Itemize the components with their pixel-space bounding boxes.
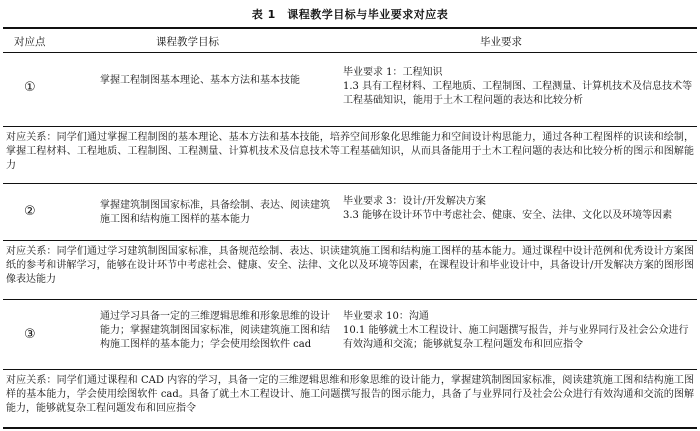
row-3-relation: 对应关系：同学们通过课程和 CAD 内容的学习，具备一定的三维逻辑思维和形象思维的设计能力，掌握建筑制图国家标准，阅读建筑施工图和结构施工图样的基本能力，学会使用绘图软件 cad。具备了就土木工程设计、施工问题撰写报告的图示能力，具备了与业界同行及社会公众进行有效沟通和交流的图解能力，能够就复杂工程问题发布和回应指令 — [6, 375, 694, 414]
row-2-point: ② — [24, 204, 36, 219]
header-rule — [3, 52, 697, 53]
row-3-req-detail: 10.1 能够就土木工程设计、施工问题撰写报告，并与业界同行及社会公众进行有效沟通和交流；能够就复杂工程问题发布和回应指令 — [343, 325, 689, 350]
row-2-req-detail: 3.3 能够在设计环节中考虑社会、健康、安全、法律、文化以及环境等因素 — [343, 210, 673, 221]
row-2-requirement — [343, 195, 693, 223]
header-point: 对应点 — [14, 36, 46, 48]
row-1-point: ① — [24, 80, 36, 95]
row-3-rule — [3, 369, 697, 370]
top-rule — [3, 27, 697, 29]
row-2-goal: 掌握建筑制图国家标准，具备绘制、表达、阅读建筑施工图和结构施工图样的基本能力 — [100, 200, 330, 225]
row-1-req-detail: 1.3 具有工程材料、工程地质、工程制图、工程测量、计算机技术及信息技术等工程基础知识，能用于土木工程问题的表达和比较分析 — [343, 81, 693, 106]
row-2-end-rule — [3, 299, 697, 300]
bottom-rule — [3, 427, 697, 429]
row-1-rule — [3, 126, 697, 127]
row-1-requirement — [343, 66, 693, 108]
table-caption: 表 1 课程教学目标与毕业要求对应表 — [251, 8, 449, 21]
header-goal: 课程教学目标 — [156, 36, 219, 48]
row-1-goal: 掌握工程制图基本理论、基本方法和基本技能 — [100, 75, 300, 86]
row-3-goal: 通过学习具备一定的三维逻辑思维和形象思维的设计能力；掌握建筑制图国家标准，阅读建筑施工图和结构施工图样的基本能力；学会使用绘图软件 cad — [100, 311, 330, 350]
row-3-requirement — [343, 310, 693, 352]
row-1-end-rule — [3, 183, 697, 184]
row-2-rule — [3, 240, 697, 241]
row-2-req-title: 毕业要求 3：设计/开发解决方案 — [343, 196, 486, 207]
row-3-req-title: 毕业要求 10：沟通 — [343, 311, 429, 322]
header-requirement: 毕业要求 — [480, 36, 522, 48]
row-1-relation: 对应关系：同学们通过掌握工程制图的基本理论、基本方法和基本技能，培养空间形象化思维能力和空间设计构思能力，通过各种工程图样的识读和绘制，掌握工程材料、工程地质、工程制图、工程测量、计算机技术及信息技术等工程基础知识，从而具备能用于土木工程问题的表达和比较分析的图示和图解能力 — [6, 132, 694, 171]
row-2-relation: 对应关系：同学们通过学习建筑制图国家标准，具备规范绘制、表达、识读建筑施工图和结构施工图样的基本能力。通过课程中设计范例和优秀设计方案图纸的参考和讲解学习，能够在设计环节中考虑社会、健康、安全、法律、文化以及环境等因素，在课程设计和毕业设计中，具备设计/开发解决方案的图形图像表达能力 — [6, 246, 694, 285]
row-1-req-title: 毕业要求 1：工程知识 — [343, 67, 443, 78]
row-3-point: ③ — [24, 327, 36, 342]
